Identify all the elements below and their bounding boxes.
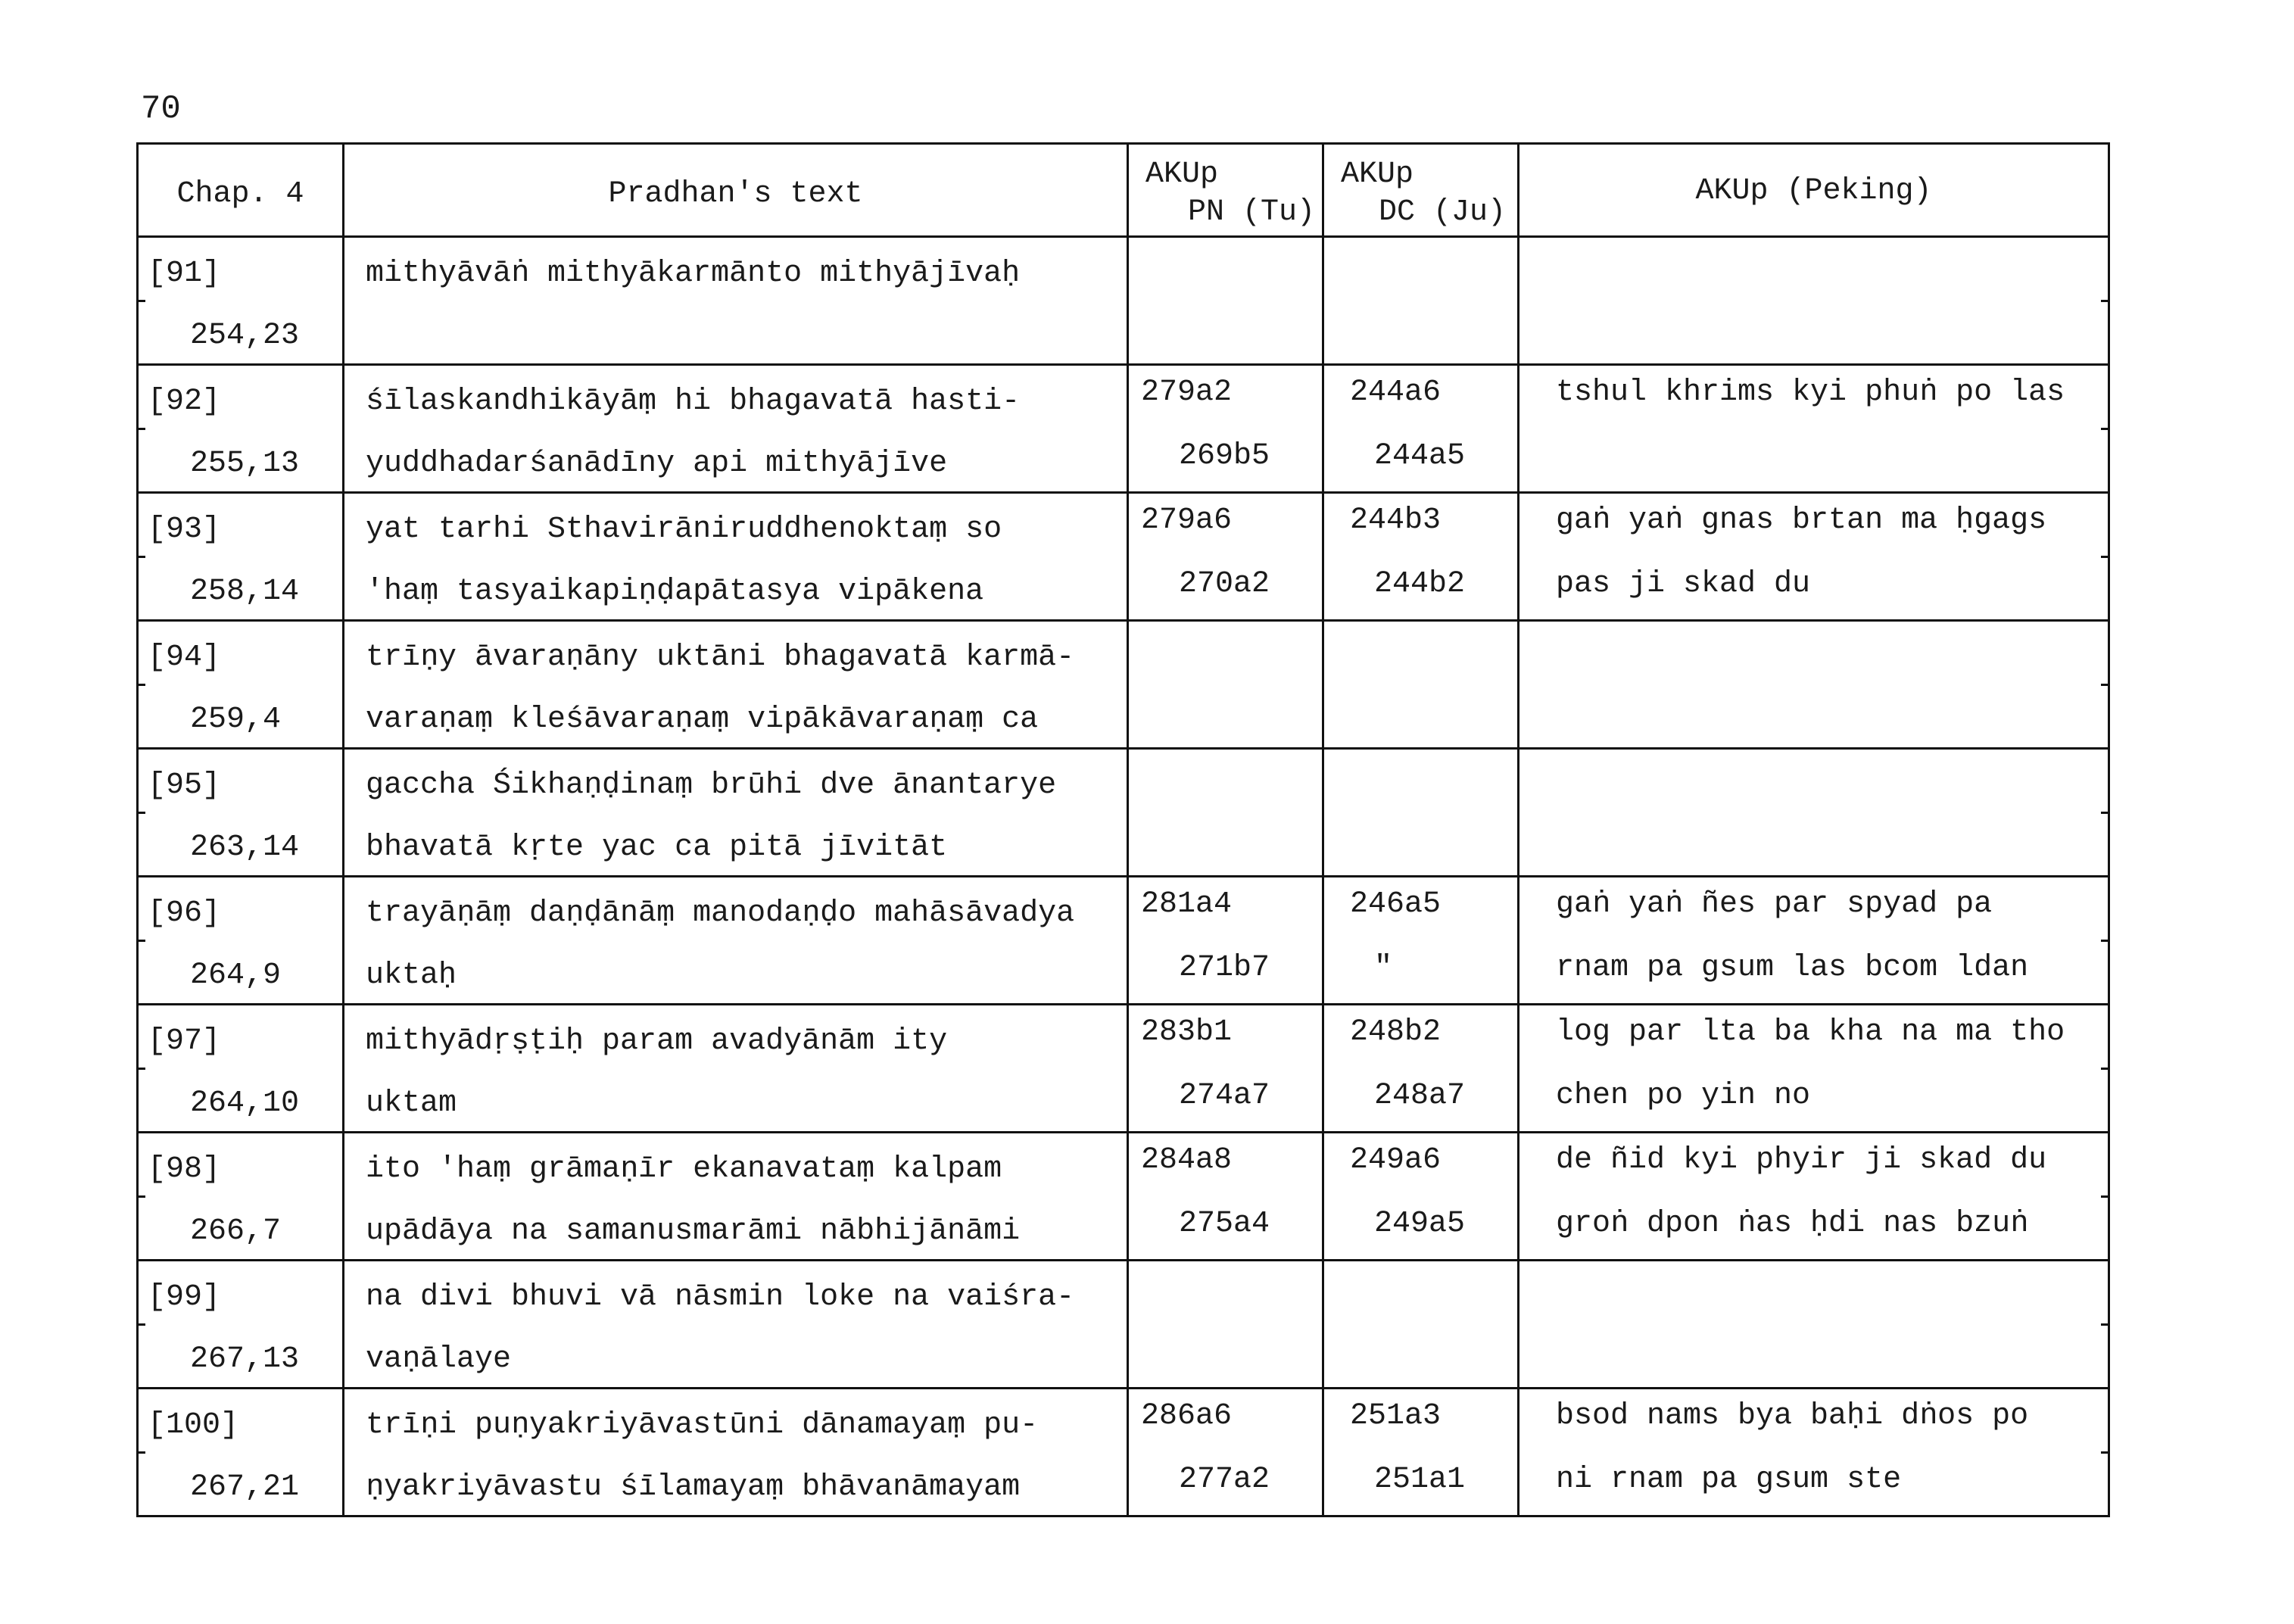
row-reference: 266,7 xyxy=(190,1214,282,1248)
akup-dc-value1: 249a6 xyxy=(1350,1143,1442,1177)
header-pradhan-label: Pradhan's text xyxy=(608,177,863,211)
cell-pradhan-text xyxy=(344,365,1128,493)
header-akup-peking-label: AKUp (Peking) xyxy=(1695,174,1932,208)
akup-dc-value2: 244b2 xyxy=(1374,567,1466,601)
peking-text-line2: rnam pa gsum las bcom ldan xyxy=(1556,951,2029,985)
pradhan-text-line2: bhavatā kṛte yac ca pitā jīvitāt xyxy=(366,831,948,865)
row-tick-mark xyxy=(136,556,145,558)
row-tick-mark xyxy=(136,428,145,430)
row-tick-mark xyxy=(136,300,145,302)
row-reference: 259,4 xyxy=(190,703,282,737)
peking-text-line1: gaṅ yaṅ gnas brtan ma ḥgags xyxy=(1556,503,2047,538)
akup-dc-value2: 249a5 xyxy=(1374,1207,1466,1241)
row-tick-mark xyxy=(136,684,145,686)
row-number: [100] xyxy=(148,1408,239,1442)
akup-pn-value1: 286a6 xyxy=(1141,1399,1233,1433)
table-row xyxy=(138,1133,2109,1261)
cell-chap xyxy=(138,237,344,365)
akup-dc-value1: 251a3 xyxy=(1350,1399,1442,1433)
akup-dc-value2: " xyxy=(1374,951,1393,985)
table-body xyxy=(138,237,2109,1516)
cell-akup-dc xyxy=(1323,621,1519,749)
cell-chap xyxy=(138,749,344,877)
akup-pn-value1: 283b1 xyxy=(1141,1015,1233,1049)
cell-akup-peking xyxy=(1519,237,2109,365)
row-tick-mark xyxy=(136,1068,145,1070)
akup-pn-value2: 277a2 xyxy=(1179,1463,1270,1497)
row-reference: 258,14 xyxy=(190,575,300,609)
cell-akup-peking xyxy=(1519,1133,2109,1261)
row-tick-mark-right xyxy=(2101,1068,2110,1070)
header-pradhan xyxy=(344,144,1128,237)
cell-akup-peking xyxy=(1519,1261,2109,1389)
cell-akup-pn xyxy=(1128,365,1323,493)
row-number: [91] xyxy=(148,257,221,291)
cell-akup-dc xyxy=(1323,1389,1519,1516)
peking-text-line2: ni rnam pa gsum ste xyxy=(1556,1463,1902,1497)
concordance-table-wrapper xyxy=(136,142,2108,1517)
header-akup-dc-line1: AKUp xyxy=(1341,157,1414,192)
akup-dc-value1: 244a6 xyxy=(1350,376,1442,410)
cell-akup-pn xyxy=(1128,1133,1323,1261)
cell-chap xyxy=(138,1005,344,1133)
cell-akup-peking xyxy=(1519,365,2109,493)
cell-chap xyxy=(138,1261,344,1389)
cell-chap xyxy=(138,1133,344,1261)
cell-akup-dc xyxy=(1323,1133,1519,1261)
cell-chap xyxy=(138,1389,344,1516)
cell-akup-peking xyxy=(1519,1005,2109,1133)
pradhan-text-line1: yat tarhi Sthavirāniruddhenoktaṃ so xyxy=(366,513,1002,547)
cell-pradhan-text xyxy=(344,1005,1128,1133)
row-number: [99] xyxy=(148,1280,221,1314)
akup-pn-value1: 279a2 xyxy=(1141,376,1233,410)
peking-text-line1: bsod nams bya baḥi dṅos po xyxy=(1556,1399,2029,1433)
cell-akup-dc xyxy=(1323,749,1519,877)
row-number: [96] xyxy=(148,896,221,930)
cell-akup-peking xyxy=(1519,877,2109,1005)
cell-akup-pn xyxy=(1128,877,1323,1005)
cell-akup-pn xyxy=(1128,749,1323,877)
cell-akup-peking xyxy=(1519,621,2109,749)
row-tick-mark-right xyxy=(2101,1451,2110,1454)
peking-text-line2: pas ji skad du xyxy=(1556,567,1811,601)
peking-text-line2: groṅ dpon ṅas ḥdi nas bzuṅ xyxy=(1556,1207,2029,1241)
pradhan-text-line1: ito 'haṃ grāmaṇīr ekanavataṃ kalpam xyxy=(366,1152,1002,1186)
pradhan-text-line2: varaṇaṃ kleśāvaraṇaṃ vipākāvaraṇaṃ ca xyxy=(366,703,1039,737)
row-tick-mark-right xyxy=(2101,556,2110,558)
row-reference: 267,13 xyxy=(190,1342,300,1376)
cell-chap xyxy=(138,493,344,621)
row-reference: 263,14 xyxy=(190,831,300,865)
table-row xyxy=(138,1261,2109,1389)
table-row xyxy=(138,1389,2109,1516)
cell-akup-pn xyxy=(1128,621,1323,749)
cell-akup-dc xyxy=(1323,1005,1519,1133)
table-row xyxy=(138,621,2109,749)
row-reference: 267,21 xyxy=(190,1470,300,1504)
cell-akup-peking xyxy=(1519,1389,2109,1516)
cell-akup-pn xyxy=(1128,1389,1323,1516)
peking-text-line1: tshul khrims kyi phuṅ po las xyxy=(1556,376,2065,410)
cell-chap xyxy=(138,877,344,1005)
akup-dc-value1: 248b2 xyxy=(1350,1015,1442,1049)
header-akup-peking xyxy=(1519,144,2109,237)
akup-dc-value2: 244a5 xyxy=(1374,439,1466,473)
cell-akup-pn xyxy=(1128,237,1323,365)
akup-pn-value2: 271b7 xyxy=(1179,951,1270,985)
row-tick-mark-right xyxy=(2101,300,2110,302)
row-tick-mark-right xyxy=(2101,940,2110,942)
header-akup-pn-line1: AKUp xyxy=(1145,157,1219,192)
cell-pradhan-text xyxy=(344,621,1128,749)
akup-dc-value2: 251a1 xyxy=(1374,1463,1466,1497)
akup-dc-value1: 244b3 xyxy=(1350,503,1442,538)
header-chap-label: Chap. 4 xyxy=(176,177,304,211)
table-row xyxy=(138,877,2109,1005)
peking-text-line2: chen po yin no xyxy=(1556,1079,1811,1113)
akup-pn-value1: 281a4 xyxy=(1141,887,1233,921)
cell-akup-dc xyxy=(1323,493,1519,621)
cell-pradhan-text xyxy=(344,493,1128,621)
cell-pradhan-text xyxy=(344,877,1128,1005)
pradhan-text-line1: śīlaskandhikāyāṃ hi bhagavatā hasti- xyxy=(366,385,1021,419)
peking-text-line1: log par lta ba kha na ma tho xyxy=(1556,1015,2065,1049)
pradhan-text-line2: ṇyakriyāvastu śīlamayaṃ bhāvanāmayam xyxy=(366,1470,1021,1504)
pradhan-text-line2: yuddhadarśanādīny api mithyājīve xyxy=(366,447,948,481)
concordance-table xyxy=(136,142,2110,1517)
row-reference: 264,10 xyxy=(190,1086,300,1121)
cell-pradhan-text xyxy=(344,237,1128,365)
row-tick-mark-right xyxy=(2101,684,2110,686)
row-tick-mark xyxy=(136,812,145,814)
cell-akup-dc xyxy=(1323,877,1519,1005)
table-row xyxy=(138,1005,2109,1133)
akup-pn-value1: 284a8 xyxy=(1141,1143,1233,1177)
cell-pradhan-text xyxy=(344,749,1128,877)
akup-pn-value2: 274a7 xyxy=(1179,1079,1270,1113)
table-row xyxy=(138,237,2109,365)
akup-pn-value2: 275a4 xyxy=(1179,1207,1270,1241)
pradhan-text-line1: gaccha Śikhaṇḍinaṃ brūhi dve ānantarye xyxy=(366,768,1057,803)
table-row xyxy=(138,365,2109,493)
cell-chap xyxy=(138,365,344,493)
cell-akup-pn xyxy=(1128,1261,1323,1389)
peking-text-line1: gaṅ yaṅ ñes par spyad pa xyxy=(1556,887,1993,921)
pradhan-text-line1: na divi bhuvi vā nāsmin loke na vaiśra- xyxy=(366,1280,1075,1314)
pradhan-text-line2: upādāya na samanusmarāmi nābhijānāmi xyxy=(366,1214,1021,1248)
cell-pradhan-text xyxy=(344,1133,1128,1261)
pradhan-text-line1: trayāṇāṃ daṇḍānāṃ manodaṇḍo mahāsāvadya xyxy=(366,896,1075,930)
row-number: [98] xyxy=(148,1152,221,1186)
row-reference: 255,13 xyxy=(190,447,300,481)
akup-dc-value2: 248a7 xyxy=(1374,1079,1466,1113)
pradhan-text-line1: trīṇi puṇyakriyāvastūni dānamayaṃ pu- xyxy=(366,1408,1039,1442)
cell-akup-pn xyxy=(1128,493,1323,621)
cell-akup-peking xyxy=(1519,749,2109,877)
cell-akup-dc xyxy=(1323,365,1519,493)
cell-chap xyxy=(138,621,344,749)
cell-akup-dc xyxy=(1323,1261,1519,1389)
akup-pn-value2: 269b5 xyxy=(1179,439,1270,473)
cell-akup-peking xyxy=(1519,493,2109,621)
table-row xyxy=(138,493,2109,621)
pradhan-text-line2: 'haṃ tasyaikapiṇḍapātasya vipākena xyxy=(366,575,984,609)
header-akup-dc xyxy=(1323,144,1519,237)
pradhan-text-line2: uktam xyxy=(366,1086,457,1121)
row-tick-mark-right xyxy=(2101,812,2110,814)
row-number: [94] xyxy=(148,641,221,675)
peking-text-line1: de ñid kyi phyir ji skad du xyxy=(1556,1143,2047,1177)
row-number: [93] xyxy=(148,513,221,547)
row-tick-mark-right xyxy=(2101,428,2110,430)
cell-akup-dc xyxy=(1323,237,1519,365)
header-akup-dc-line2: DC (Ju) xyxy=(1379,195,1507,229)
akup-pn-value1: 279a6 xyxy=(1141,503,1233,538)
header-akup-pn xyxy=(1128,144,1323,237)
row-tick-mark xyxy=(136,1195,145,1198)
header-chap xyxy=(138,144,344,237)
akup-dc-value1: 246a5 xyxy=(1350,887,1442,921)
pradhan-text-line2: vaṇālaye xyxy=(366,1342,512,1376)
cell-pradhan-text xyxy=(344,1261,1128,1389)
pradhan-text-line2: uktaḥ xyxy=(366,959,457,993)
row-number: [95] xyxy=(148,768,221,803)
row-tick-mark xyxy=(136,1451,145,1454)
cell-pradhan-text xyxy=(344,1389,1128,1516)
page-number: 70 xyxy=(141,90,181,128)
row-number: [92] xyxy=(148,385,221,419)
pradhan-text-line1: mithyādṛṣṭiḥ param avadyānām ity xyxy=(366,1024,948,1058)
header-row xyxy=(138,144,2109,237)
pradhan-text-line1: mithyāvāṅ mithyākarmānto mithyājīvaḥ xyxy=(366,257,1021,291)
akup-pn-value2: 270a2 xyxy=(1179,567,1270,601)
row-tick-mark-right xyxy=(2101,1323,2110,1326)
table-row xyxy=(138,749,2109,877)
row-reference: 264,9 xyxy=(190,959,282,993)
pradhan-text-line1: trīṇy āvaraṇāny uktāni bhagavatā karmā- xyxy=(366,641,1075,675)
cell-akup-pn xyxy=(1128,1005,1323,1133)
row-tick-mark xyxy=(136,940,145,942)
header-akup-pn-line2: PN (Tu) xyxy=(1188,195,1316,229)
row-tick-mark xyxy=(136,1323,145,1326)
row-reference: 254,23 xyxy=(190,319,300,353)
row-number: [97] xyxy=(148,1024,221,1058)
row-tick-mark-right xyxy=(2101,1195,2110,1198)
